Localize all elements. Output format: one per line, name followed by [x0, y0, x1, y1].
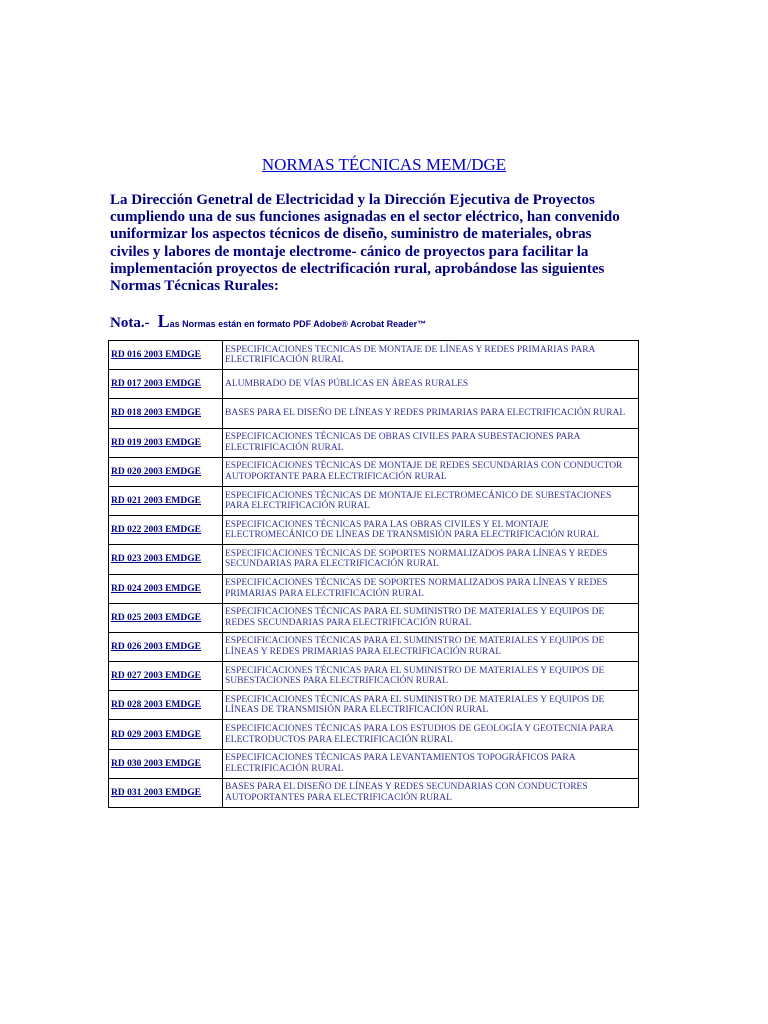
norm-code-cell: [109, 720, 223, 749]
norm-code-link[interactable]: RD 022 2003 EMDGE: [111, 525, 201, 536]
norm-description: BASES PARA EL DISEÑO DE LÍNEAS Y REDES SECUNDARIAS CON CONDUCTORES AUTOPORTANTES PARA ELECTRIFICACIÓN RURAL: [223, 778, 639, 807]
table-row: [109, 516, 639, 545]
norm-code-link[interactable]: RD 021 2003 EMDGE: [111, 496, 201, 507]
table-row: [109, 720, 639, 749]
norm-description: ESPECIFICACIONES TÉCNICAS PARA EL SUMINISTRO DE MATERIALES Y EQUIPOS DE LÍNEAS Y REDES PRIMARIAS PARA ELECTRIFICACIÓN RURAL: [223, 632, 639, 661]
norm-code-link[interactable]: RD 029 2003 EMDGE: [111, 729, 201, 740]
table-row: [109, 778, 639, 807]
norm-code-link[interactable]: RD 024 2003 EMDGE: [111, 583, 201, 594]
norm-code-link[interactable]: RD 030 2003 EMDGE: [111, 758, 201, 769]
norm-code-link[interactable]: RD 025 2003 EMDGE: [111, 612, 201, 623]
norm-description: BASES PARA EL DISEÑO DE LÍNEAS Y REDES PRIMARIAS PARA ELECTRIFICACIÓN RURAL: [223, 399, 639, 428]
norm-code-link[interactable]: RD 017 2003 EMDGE: [111, 379, 201, 390]
page-title: NORMAS TÉCNICAS MEM/DGE: [261, 155, 507, 174]
table-row: [109, 341, 639, 370]
table-row: [109, 428, 639, 457]
table-row: [109, 457, 639, 486]
table-row: [109, 545, 639, 574]
norm-code-link[interactable]: RD 031 2003 EMDGE: [111, 787, 201, 798]
norm-code-link[interactable]: RD 018 2003 EMDGE: [111, 408, 201, 419]
norm-code-link[interactable]: RD 023 2003 EMDGE: [111, 554, 201, 565]
norm-code-cell: [109, 778, 223, 807]
norm-code-link[interactable]: RD 028 2003 EMDGE: [111, 700, 201, 711]
norm-description: ESPECIFICACIONES TÉCNICAS PARA EL SUMINISTRO DE MATERIALES Y EQUIPOS DE REDES SECUNDARIAS PARA ELECTRIFICACIÓN RURAL: [223, 603, 639, 632]
norm-code-link[interactable]: RD 026 2003 EMDGE: [111, 641, 201, 652]
norm-description: ESPECIFICACIONES TÉCNICAS DE SOPORTES NORMALIZADOS PARA LÍNEAS Y REDES PRIMARIAS PARA ELECTRIFICACIÓN RURAL: [223, 574, 639, 603]
norms-table-body: [109, 341, 639, 808]
norm-code-cell: [109, 516, 223, 545]
table-row: [109, 574, 639, 603]
norm-description: ESPECIFICACIONES TÉCNICAS DE SOPORTES NORMALIZADOS PARA LÍNEAS Y REDES SECUNDARIAS PARA ELECTRIFICACIÓN RURAL: [223, 545, 639, 574]
note-text: as Normas están en formato PDF Adobe® Acrobat Reader™: [169, 319, 427, 329]
norm-code-link[interactable]: RD 027 2003 EMDGE: [111, 671, 201, 682]
norms-table: [108, 340, 639, 808]
table-row: [109, 486, 639, 515]
norm-code-cell: [109, 370, 223, 399]
norm-code-link[interactable]: RD 020 2003 EMDGE: [111, 466, 201, 477]
norm-code-cell: [109, 545, 223, 574]
norm-description: ALUMBRADO DE VÍAS PÚBLICAS EN ÁREAS RURALES: [223, 370, 639, 399]
norm-description: ESPECIFICACIONES TÉCNICAS DE MONTAJE DE REDES SECUNDARIAS CON CONDUCTOR AUTOPORTANTE PARA ELECTRIFICACIÓN RURAL: [223, 457, 639, 486]
norm-code-cell: [109, 486, 223, 515]
norm-code-cell: [109, 574, 223, 603]
table-row: [109, 749, 639, 778]
table-row: [109, 691, 639, 720]
intro-paragraph: La Dirección Genetral de Electricidad y la Dirección Ejecutiva de Proyectos cumpliendo una de sus funciones asignadas en el sector eléctrico, han convenido uniformizar los aspectos técnicos de diseño, suministro de materiales, obras civiles y labores de montaje electrome- cánico de proyectos para facilitar la implementación proyectos de electrificación rural, aprobándose las siguientes Normas Técnicas Rurales:: [110, 192, 620, 295]
note-label: Nota.-: [110, 315, 150, 331]
table-row: [109, 370, 639, 399]
table-row: [109, 399, 639, 428]
norm-description: ESPECIFICACIONES TECNICAS DE MONTAJE DE LÍNEAS Y REDES PRIMARIAS PARA ELECTRIFICACIÓN RURAL: [223, 341, 639, 370]
table-row: [109, 662, 639, 691]
norm-code-cell: [109, 428, 223, 457]
norm-code-cell: [109, 399, 223, 428]
norm-description: ESPECIFICACIONES TÉCNICAS PARA EL SUMINISTRO DE MATERIALES Y EQUIPOS DE LÍNEAS DE TRANSMISIÓN PARA ELECTRIFICACIÓN RURAL: [223, 691, 639, 720]
norm-description: ESPECIFICACIONES TÉCNICAS DE OBRAS CIVILES PARA SUBESTACIONES PARA ELECTRIFICACIÓN RURAL: [223, 428, 639, 457]
norm-code-cell: [109, 662, 223, 691]
norm-code-cell: [109, 603, 223, 632]
note-line: [110, 311, 426, 332]
norm-description: ESPECIFICACIONES TÉCNICAS PARA LOS ESTUDIOS DE GEOLOGÍA Y GEOTECNIA PARA ELECTRODUCTOS PARA ELECTRIFICACIÓN RURAL: [223, 720, 639, 749]
table-row: [109, 603, 639, 632]
norm-code-cell: [109, 749, 223, 778]
norm-code-link[interactable]: RD 016 2003 EMDGE: [111, 350, 201, 361]
norm-code-cell: [109, 457, 223, 486]
table-row: [109, 632, 639, 661]
norm-description: ESPECIFICACIONES TÉCNICAS PARA EL SUMINISTRO DE MATERIALES Y EQUIPOS DE SUBESTACIONES PARA ELECTRIFICACIÓN RURAL: [223, 662, 639, 691]
norm-code-cell: [109, 341, 223, 370]
norm-code-cell: [109, 691, 223, 720]
norm-description: ESPECIFICACIONES TÉCNICAS DE MONTAJE ELECTROMECÁNICO DE SUBESTACIONES PARA ELECTRIFICACIÓN RURAL: [223, 486, 639, 515]
note-initial-letter: L: [157, 311, 170, 331]
norm-description: ESPECIFICACIONES TÉCNICAS PARA LAS OBRAS CIVILES Y EL MONTAJE ELECTROMECÁNICO DE LÍNEAS DE TRANSMISIÓN PARA ELECTRIFICACIÓN RURAL: [223, 516, 639, 545]
norm-code-link[interactable]: RD 019 2003 EMDGE: [111, 437, 201, 448]
norm-code-cell: [109, 632, 223, 661]
norm-description: ESPECIFICACIONES TÉCNICAS PARA LEVANTAMIENTOS TOPOGRÁFICOS PARA ELECTRIFICACIÓN RURAL: [223, 749, 639, 778]
